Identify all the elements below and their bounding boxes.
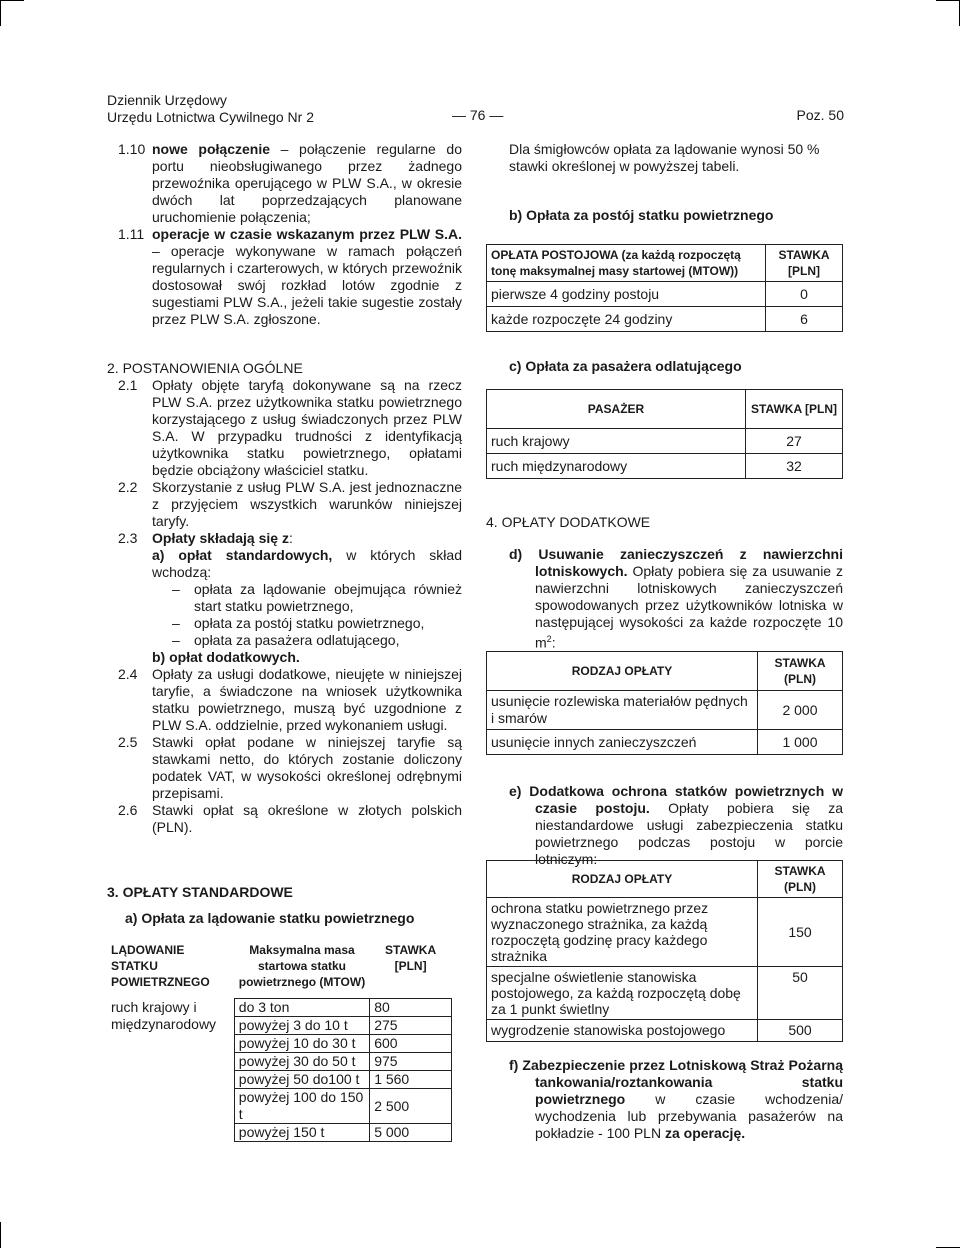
mass-cell: powyżej 150 t (234, 1124, 369, 1142)
paragraph-2-3 (118, 530, 462, 666)
column-header: RODZAJ OPŁATY (487, 652, 758, 691)
column-header: RODZAJ OPŁATY (487, 861, 758, 898)
dash-bullet: – (172, 615, 180, 631)
item-text: Opłaty pobiera się za usuwanie z nawierzchni lotniskowych zanieczyszczeń spowodowanych przez użytkowników lotniska w następującej wysokości za każde rozpoczęte 10 m (535, 563, 843, 651)
table-row (487, 898, 843, 967)
table-header-row (487, 861, 843, 898)
table-row (487, 307, 843, 332)
term: operacje w czasie wskazanym przez PLW S.A. (152, 226, 462, 242)
item-heading: e) Dodatkowa ochrona statków powietrznych w czasie postoju. (509, 783, 843, 816)
table-header-row (487, 652, 843, 691)
item-f (509, 1057, 843, 1142)
paragraph-text: Opłaty za usługi dodatkowe, nieujęte w niniejszej taryfie, a świadczone na wniosek użytkownika statku powietrznego, muszą być uzgodnione z PLW S.A. oddzielnie, przed wykonaniem usługi. (152, 666, 462, 733)
row-label: ochrona statku powietrznego przez wyznaczonego strażnika, za każdą rozpoczętą godzinę pracy każdego strażnika (487, 898, 758, 967)
section-4-title: 4. OPŁATY DODATKOWE (486, 514, 651, 530)
journal-line1: Dziennik Urzędowy (107, 92, 227, 108)
cleanup-fee-table (486, 651, 843, 755)
item-number: 2.1 (118, 377, 138, 393)
row-label: pierwsze 4 godziny postoju (487, 282, 766, 307)
sub-item-heading: a) opłat standardowych, (152, 547, 333, 563)
rate-cell: 1 000 (758, 730, 843, 755)
item-number: 2.3 (118, 530, 138, 546)
rate-cell: 975 (370, 1053, 452, 1071)
column-header: STAWKA [PLN] (766, 245, 843, 282)
page-number: — 76 — (452, 107, 504, 123)
rate-cell: 2 000 (758, 691, 843, 730)
colon: : (551, 634, 556, 651)
rate-cell: 1 560 (370, 1071, 452, 1089)
column-header: PASAŻER (487, 390, 746, 429)
passenger-fee-title: c) Opłata za pasażera odlatującego (509, 358, 742, 374)
item-number: 2.4 (118, 666, 138, 682)
column-header: STAWKA [PLN] (746, 390, 843, 429)
fee-list (152, 581, 462, 649)
table-row (107, 999, 452, 1017)
mass-cell: powyżej 50 do100 t (234, 1071, 369, 1089)
paragraph-text: Stawki opłat są określone w złotych polskich (PLN). (152, 802, 462, 835)
column-header: OPŁATA POSTOJOWA (za każdą rozpoczętą tonę maksymalnej masy startowej (MTOW)) (487, 245, 766, 282)
list-item (172, 632, 462, 649)
mass-cell: powyżej 3 do 10 t (234, 1017, 369, 1035)
mass-cell: powyżej 100 do 150 t (234, 1089, 369, 1124)
table-row (487, 1020, 843, 1042)
definition-1-11 (118, 226, 462, 328)
journal-title (107, 92, 314, 126)
crop-mark (0, 1222, 1, 1248)
table-row (487, 691, 843, 730)
mass-cell: do 3 ton (234, 999, 369, 1017)
paragraph-2-6 (118, 802, 462, 836)
superscript: 2 (546, 634, 552, 644)
paragraph-2-1 (118, 377, 462, 479)
column-header: STAWKA [PLN] (385, 943, 437, 973)
list-item-text: opłata za lądowanie obejmująca również start statku powietrznego, (194, 581, 462, 614)
crop-mark (0, 0, 1, 26)
sub-item-b: b) opłat dodatkowych. (152, 649, 300, 665)
parking-fee-table (486, 244, 843, 332)
sub-item-a (152, 547, 462, 581)
dash-bullet: – (172, 632, 180, 648)
column-header: Maksymalna masa startowa statku powietrznego (MTOW) (238, 943, 366, 989)
dash-bullet: – (172, 581, 180, 597)
sub-item-text: w których skład wchodzą: (152, 547, 462, 580)
rate-cell: 150 (758, 898, 843, 967)
row-label: każde rozpoczęte 24 godziny (487, 307, 766, 332)
item-text: Opłaty pobiera się za niestandardowe usługi zabezpieczenia statku powietrznego podczas postoju w porcie lotniczym: (535, 800, 844, 867)
colon: : (288, 530, 293, 546)
paragraph-text: Skorzystanie z usług PLW S.A. jest jednoznaczne z przyjęciem wszystkich warunków niniejszej taryfy. (152, 479, 462, 529)
section-3-title: 3. OPŁATY STANDARDOWE (107, 884, 293, 900)
list-item-text: opłata za pasażera odlatującego, (194, 632, 400, 648)
traffic-label: ruch krajowy i międzynarodowy (111, 998, 217, 1032)
rate-cell: 5 000 (370, 1124, 452, 1142)
item-number: 1.11 (118, 226, 145, 242)
crop-mark (0, 0, 24, 1)
rate-cell: 27 (746, 429, 843, 454)
item-heading: f) Zabezpieczenie przez Lotniskową Straż Pożarną tankowania/roztankowania statku powietrznego (509, 1057, 843, 1107)
table-row (487, 730, 843, 755)
definition-text: – operacje wykonywane w ramach połączeń regularnych i czarterowych, w których przewoźnik dostosował swój rozkład lotów zgodnie z sugestiami PLW S.A., jeżeli takie sugestie zostały przez PLW S.A. zgłoszone. (152, 243, 462, 327)
item-text: w czasie wchodzenia/ wychodzenia lub przebywania pasażerów na pokładzie - 100 PLN (535, 1091, 843, 1141)
item-d (509, 546, 843, 652)
rate-cell: 32 (746, 454, 843, 479)
paragraph-text: Opłaty objęte taryfą dokonywane są na rzecz PLW S.A. przez użytkownika statku powietrznego korzystającego z usług świadczonych przez PLW S.A. W przypadku trudności z identyfikacją użytkownika statku powietrznego, opłatami będzie obciążony właściciel statku. (152, 377, 462, 478)
table-row (487, 282, 843, 307)
column-header: STAWKA (PLN) (758, 652, 843, 691)
term: nowe połączenie (152, 141, 270, 157)
item-emphasis: za operację. (664, 1125, 746, 1141)
note-text: Dla śmigłowców opłata za lądowanie wynosi 50 % stawki określonej w powyższej tabeli. (509, 141, 820, 174)
mass-cell: powyżej 10 do 30 t (234, 1035, 369, 1053)
section-2-title: 2. POSTANOWIENIA OGÓLNE (107, 360, 303, 376)
security-fee-table (486, 860, 843, 1042)
rate-cell: 80 (370, 999, 452, 1017)
paragraph-heading: Opłaty składają się z (152, 530, 289, 546)
rate-cell: 6 (766, 307, 843, 332)
table-header-row (487, 390, 843, 429)
row-label: wygrodzenie stanowiska postojowego (487, 1020, 758, 1042)
parking-fee-title: b) Opłata za postój statku powietrznego (509, 207, 774, 223)
definitions (118, 141, 462, 328)
item-number: 1.10 (118, 141, 146, 157)
row-label: usunięcie rozlewiska materiałów pędnych i smarów (487, 691, 758, 730)
row-label: specjalne oświetlenie stanowiska postojowego, za każdą rozpoczętą dobę za 1 punkt świetlny (487, 967, 758, 1020)
table-row (487, 454, 843, 479)
rate-cell: 600 (370, 1035, 452, 1053)
journal-line2: Urzędu Lotnictwa Cywilnego Nr 2 (107, 109, 314, 125)
item-heading: d) Usuwanie zanieczyszczeń z nawierzchni lotniskowych. (509, 546, 843, 579)
passenger-fee-table (486, 389, 843, 479)
row-label: ruch krajowy (487, 429, 746, 454)
list-item-text: opłata za postój statku powietrznego, (194, 615, 425, 631)
rate-cell: 2 500 (370, 1089, 452, 1124)
table-row (487, 429, 843, 454)
crop-mark (936, 0, 960, 1)
rate-cell: 275 (370, 1017, 452, 1035)
row-label: ruch międzynarodowy (487, 454, 746, 479)
item-number: 2.5 (118, 734, 138, 750)
paragraph-2-2 (118, 479, 462, 530)
list-item (172, 615, 462, 632)
definition-1-10 (118, 141, 462, 226)
section-2 (107, 360, 462, 836)
column-header: STAWKA (PLN) (758, 861, 843, 898)
mass-cell: powyżej 30 do 50 t (234, 1053, 369, 1071)
table-row (487, 967, 843, 1020)
paragraph-2-4 (118, 666, 462, 734)
column-header: LĄDOWANIE STATKU POWIETRZNEGO (111, 943, 210, 989)
section-3 (107, 884, 462, 927)
list-item (172, 581, 462, 615)
landing-fee-table (107, 940, 452, 1142)
paragraph-text: Stawki opłat podane w niniejszej taryfie są stawkami netto, do których zostanie doliczony podatek VAT, w wysokości określonej odrębnymi przepisami. (152, 734, 462, 801)
helicopter-note (509, 141, 845, 175)
item-number: 2.6 (118, 802, 138, 818)
paragraph-2-5 (118, 734, 462, 802)
definition-text: – połączenie regularne do portu nieobsługiwanego przez żadnego przewoźnika operującego w PLW S.A., w okresie dwóch lat poprzedzających planowane uruchomienie połączenia; (152, 141, 462, 225)
table-header-row (487, 245, 843, 282)
item-e (509, 783, 843, 868)
rate-cell: 500 (758, 1020, 843, 1042)
position-number: Poz. 50 (796, 107, 844, 123)
rate-cell: 50 (758, 967, 843, 1020)
landing-fee-title: a) Opłata za lądowanie statku powietrznego (125, 910, 415, 926)
item-number: 2.2 (118, 479, 138, 495)
rate-cell: 0 (766, 282, 843, 307)
table-header-row (107, 940, 452, 992)
row-label: usunięcie innych zanieczyszczeń (487, 730, 758, 755)
